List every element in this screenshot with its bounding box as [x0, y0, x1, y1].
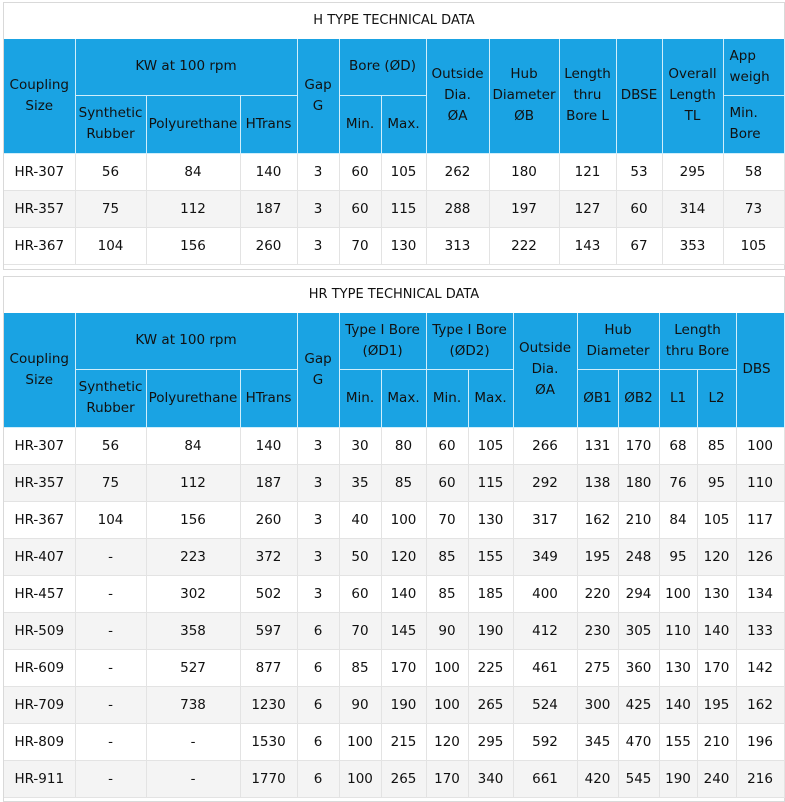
table-cell: 162 [577, 501, 618, 538]
table-cell: 170 [381, 649, 426, 686]
col-group-bore: Bore (ØD) [339, 39, 426, 95]
table-cell: 6 [297, 649, 339, 686]
table-row [4, 649, 784, 686]
table-cell: 140 [240, 427, 297, 464]
table-cell: 95 [697, 464, 736, 501]
hr-type-panel [3, 276, 785, 802]
table-cell: 100 [426, 686, 468, 723]
table-row [4, 427, 784, 464]
table-row [4, 501, 784, 538]
table-row [4, 612, 784, 649]
table-cell: 70 [426, 501, 468, 538]
table-cell: 295 [468, 723, 513, 760]
table-cell: 353 [662, 227, 723, 264]
table-cell: 133 [736, 612, 784, 649]
table-cell: 60 [339, 190, 381, 227]
table-cell: 195 [697, 686, 736, 723]
table-cell: - [75, 686, 146, 723]
hr-type-body [4, 427, 784, 797]
col-weight-min-bore: Min. Bore [723, 95, 784, 153]
table-cell: 294 [618, 575, 659, 612]
table-cell: 85 [697, 427, 736, 464]
table-cell: 85 [426, 538, 468, 575]
table-cell: 502 [240, 575, 297, 612]
table-cell: 60 [339, 153, 381, 190]
table-cell: 131 [577, 427, 618, 464]
table-cell: 292 [513, 464, 577, 501]
table-cell: 314 [662, 190, 723, 227]
table-cell: 156 [146, 227, 240, 264]
table-cell: 345 [577, 723, 618, 760]
col-polyurethane: Polyurethane [146, 95, 240, 153]
table-cell: 100 [381, 501, 426, 538]
table-cell: 162 [736, 686, 784, 723]
table-row [4, 575, 784, 612]
table-cell: 143 [559, 227, 616, 264]
table-cell: 6 [297, 760, 339, 797]
table-cell: 142 [736, 649, 784, 686]
table-cell: 84 [146, 153, 240, 190]
table-cell: 104 [75, 227, 146, 264]
table-cell: 50 [339, 538, 381, 575]
col-outside-dia: Outside Dia. ØA [426, 39, 489, 153]
table-cell: 130 [381, 227, 426, 264]
table-row [4, 723, 784, 760]
table-cell: 90 [426, 612, 468, 649]
table-cell: 105 [381, 153, 426, 190]
table-cell: 220 [577, 575, 618, 612]
table-cell: 3 [297, 427, 339, 464]
table-cell: 84 [146, 427, 240, 464]
table-cell: - [75, 649, 146, 686]
table-cell: 80 [381, 427, 426, 464]
col-bore-d1-max: Max. [381, 369, 426, 427]
table-cell: 360 [618, 649, 659, 686]
table-cell: 197 [489, 190, 559, 227]
table-cell: 302 [146, 575, 240, 612]
table-cell: 53 [616, 153, 662, 190]
table-row [4, 538, 784, 575]
table-row [4, 227, 784, 264]
coupling-size-cell: HR-357 [4, 190, 75, 227]
table-cell: 265 [468, 686, 513, 723]
coupling-size-cell: HR-367 [4, 227, 75, 264]
table-cell: 100 [736, 427, 784, 464]
table-cell: 85 [426, 575, 468, 612]
col-overall-length: Overall Length TL [662, 39, 723, 153]
col-gap: Gap G [297, 313, 339, 427]
table-cell: 470 [618, 723, 659, 760]
table-cell: 90 [339, 686, 381, 723]
table-cell: 140 [659, 686, 697, 723]
table-cell: 6 [297, 686, 339, 723]
table-cell: 110 [736, 464, 784, 501]
table-cell: 68 [659, 427, 697, 464]
coupling-size-cell: HR-911 [4, 760, 75, 797]
col-length-l1: L1 [659, 369, 697, 427]
table-cell: 140 [381, 575, 426, 612]
table-cell: 30 [339, 427, 381, 464]
table-cell: 210 [618, 501, 659, 538]
table-cell: 60 [426, 427, 468, 464]
table-cell: 262 [426, 153, 489, 190]
table-cell: 195 [577, 538, 618, 575]
table-cell: 155 [659, 723, 697, 760]
table-cell: - [75, 575, 146, 612]
table-cell: 67 [616, 227, 662, 264]
table-cell: 70 [339, 227, 381, 264]
table-cell: 3 [297, 464, 339, 501]
table-cell: 180 [489, 153, 559, 190]
table-cell: 140 [240, 153, 297, 190]
table-cell: 187 [240, 464, 297, 501]
table-cell: 105 [697, 501, 736, 538]
table-cell: 1230 [240, 686, 297, 723]
table-cell: 216 [736, 760, 784, 797]
col-bore-min: Min. [339, 95, 381, 153]
table-cell: 524 [513, 686, 577, 723]
col-group-kw: KW at 100 rpm [75, 39, 297, 95]
table-cell: 210 [697, 723, 736, 760]
table-cell: 156 [146, 501, 240, 538]
table-cell: 100 [339, 723, 381, 760]
table-cell: 130 [697, 575, 736, 612]
h-type-title: H TYPE TECHNICAL DATA [313, 13, 475, 28]
table-cell: 1530 [240, 723, 297, 760]
table-cell: 75 [75, 464, 146, 501]
table-cell: 104 [75, 501, 146, 538]
table-cell: 592 [513, 723, 577, 760]
col-outside-dia: Outside Dia. ØA [513, 313, 577, 427]
table-cell: 185 [468, 575, 513, 612]
coupling-size-cell: HR-709 [4, 686, 75, 723]
table-cell: 56 [75, 153, 146, 190]
table-cell: 545 [618, 760, 659, 797]
table-cell: 105 [468, 427, 513, 464]
table-cell: 340 [468, 760, 513, 797]
table-cell: 288 [426, 190, 489, 227]
table-cell: 738 [146, 686, 240, 723]
table-cell: 3 [297, 538, 339, 575]
table-cell: 420 [577, 760, 618, 797]
coupling-size-cell: HR-407 [4, 538, 75, 575]
h-type-panel [3, 2, 785, 270]
col-dbse: DBSE [616, 39, 662, 153]
table-cell: 215 [381, 723, 426, 760]
table-cell: 3 [297, 227, 339, 264]
table-cell: 6 [297, 723, 339, 760]
table-cell: 266 [513, 427, 577, 464]
table-cell: 76 [659, 464, 697, 501]
table-row [4, 760, 784, 797]
table-cell: 126 [736, 538, 784, 575]
table-cell: - [146, 723, 240, 760]
table-cell: - [75, 612, 146, 649]
table-cell: 105 [723, 227, 784, 264]
table-cell: 73 [723, 190, 784, 227]
table-cell: 170 [618, 427, 659, 464]
col-synthetic-rubber: Synthetic Rubber [75, 95, 146, 153]
table-cell: 222 [489, 227, 559, 264]
coupling-size-cell: HR-509 [4, 612, 75, 649]
table-cell: 400 [513, 575, 577, 612]
table-cell: 597 [240, 612, 297, 649]
table-row [4, 464, 784, 501]
table-cell: 190 [468, 612, 513, 649]
col-htrans: HTrans [240, 369, 297, 427]
coupling-size-cell: HR-609 [4, 649, 75, 686]
table-cell: 120 [381, 538, 426, 575]
table-cell: 170 [697, 649, 736, 686]
table-cell: 170 [426, 760, 468, 797]
table-cell: - [146, 760, 240, 797]
table-cell: 110 [659, 612, 697, 649]
table-cell: 130 [659, 649, 697, 686]
col-htrans: HTrans [240, 95, 297, 153]
col-group-kw: KW at 100 rpm [75, 313, 297, 369]
table-cell: - [75, 723, 146, 760]
table-cell: 120 [426, 723, 468, 760]
table-cell: 121 [559, 153, 616, 190]
table-cell: 115 [468, 464, 513, 501]
table-cell: 313 [426, 227, 489, 264]
table-cell: 120 [697, 538, 736, 575]
table-row [4, 686, 784, 723]
col-group-length-thru-bore: Length thru Bore [659, 313, 736, 369]
table-cell: - [75, 760, 146, 797]
table-cell: 130 [468, 501, 513, 538]
table-cell: 265 [381, 760, 426, 797]
table-cell: 85 [381, 464, 426, 501]
table-cell: 461 [513, 649, 577, 686]
table-cell: 35 [339, 464, 381, 501]
col-gap: Gap G [297, 39, 339, 153]
col-dbse: DBS [736, 313, 784, 427]
col-coupling-size: Coupling Size [4, 39, 75, 153]
hr-type-table [4, 313, 785, 798]
col-coupling-size: Coupling Size [4, 313, 75, 427]
col-hub-b1: ØB1 [577, 369, 618, 427]
col-group-approx-weight: App weigh [723, 39, 784, 95]
table-cell: 248 [618, 538, 659, 575]
table-cell: 85 [339, 649, 381, 686]
table-cell: 187 [240, 190, 297, 227]
table-cell: 95 [659, 538, 697, 575]
col-polyurethane: Polyurethane [146, 369, 240, 427]
table-cell: 84 [659, 501, 697, 538]
h-type-table [4, 39, 785, 265]
table-cell: 196 [736, 723, 784, 760]
table-cell: 115 [381, 190, 426, 227]
table-cell: 527 [146, 649, 240, 686]
col-group-hub-diameter: Hub Diameter [577, 313, 659, 369]
table-cell: 358 [146, 612, 240, 649]
coupling-size-cell: HR-809 [4, 723, 75, 760]
col-length-l2: L2 [697, 369, 736, 427]
col-bore-d2-min: Min. [426, 369, 468, 427]
hr-type-title: HR TYPE TECHNICAL DATA [308, 287, 480, 302]
table-cell: 295 [662, 153, 723, 190]
table-cell: 75 [75, 190, 146, 227]
table-cell: 1770 [240, 760, 297, 797]
table-row [4, 153, 784, 190]
table-cell: 317 [513, 501, 577, 538]
table-cell: 60 [426, 464, 468, 501]
table-cell: 425 [618, 686, 659, 723]
table-cell: 117 [736, 501, 784, 538]
table-cell: 3 [297, 575, 339, 612]
col-hub-diameter: Hub Diameter ØB [489, 39, 559, 153]
table-cell: 230 [577, 612, 618, 649]
table-cell: 372 [240, 538, 297, 575]
table-cell: 60 [339, 575, 381, 612]
coupling-size-cell: HR-307 [4, 427, 75, 464]
table-cell: 70 [339, 612, 381, 649]
table-cell: 60 [616, 190, 662, 227]
table-cell: 100 [426, 649, 468, 686]
col-bore-d1-min: Min. [339, 369, 381, 427]
col-bore-d2-max: Max. [468, 369, 513, 427]
coupling-size-cell: HR-357 [4, 464, 75, 501]
table-cell: 180 [618, 464, 659, 501]
table-cell: 275 [577, 649, 618, 686]
table-cell: 3 [297, 190, 339, 227]
col-bore-max: Max. [381, 95, 426, 153]
table-cell: 138 [577, 464, 618, 501]
table-cell: 300 [577, 686, 618, 723]
table-row [4, 190, 784, 227]
table-cell: 223 [146, 538, 240, 575]
table-cell: 260 [240, 227, 297, 264]
table-cell: 3 [297, 153, 339, 190]
table-cell: 134 [736, 575, 784, 612]
table-cell: 6 [297, 612, 339, 649]
table-cell: 100 [659, 575, 697, 612]
table-cell: 305 [618, 612, 659, 649]
table-cell: 190 [381, 686, 426, 723]
h-type-header [4, 39, 784, 153]
table-cell: 40 [339, 501, 381, 538]
table-cell: 56 [75, 427, 146, 464]
table-cell: 260 [240, 501, 297, 538]
table-cell: 349 [513, 538, 577, 575]
table-cell: 3 [297, 501, 339, 538]
table-cell: 240 [697, 760, 736, 797]
table-cell: 661 [513, 760, 577, 797]
table-cell: 225 [468, 649, 513, 686]
col-length-thru-bore: Length thru Bore L [559, 39, 616, 153]
coupling-size-cell: HR-367 [4, 501, 75, 538]
table-cell: 100 [339, 760, 381, 797]
table-cell: 127 [559, 190, 616, 227]
hr-type-header [4, 313, 784, 427]
table-cell: 190 [659, 760, 697, 797]
table-cell: 112 [146, 190, 240, 227]
table-cell: 145 [381, 612, 426, 649]
col-hub-b2: ØB2 [618, 369, 659, 427]
h-type-body [4, 153, 784, 264]
col-group-bore-d1: Type I Bore (ØD1) [339, 313, 426, 369]
table-cell: 112 [146, 464, 240, 501]
coupling-size-cell: HR-307 [4, 153, 75, 190]
coupling-size-cell: HR-457 [4, 575, 75, 612]
table-cell: 412 [513, 612, 577, 649]
table-cell: 58 [723, 153, 784, 190]
table-cell: 155 [468, 538, 513, 575]
table-cell: - [75, 538, 146, 575]
table-cell: 140 [697, 612, 736, 649]
col-group-bore-d2: Type I Bore (ØD2) [426, 313, 513, 369]
table-cell: 877 [240, 649, 297, 686]
col-synthetic-rubber: Synthetic Rubber [75, 369, 146, 427]
